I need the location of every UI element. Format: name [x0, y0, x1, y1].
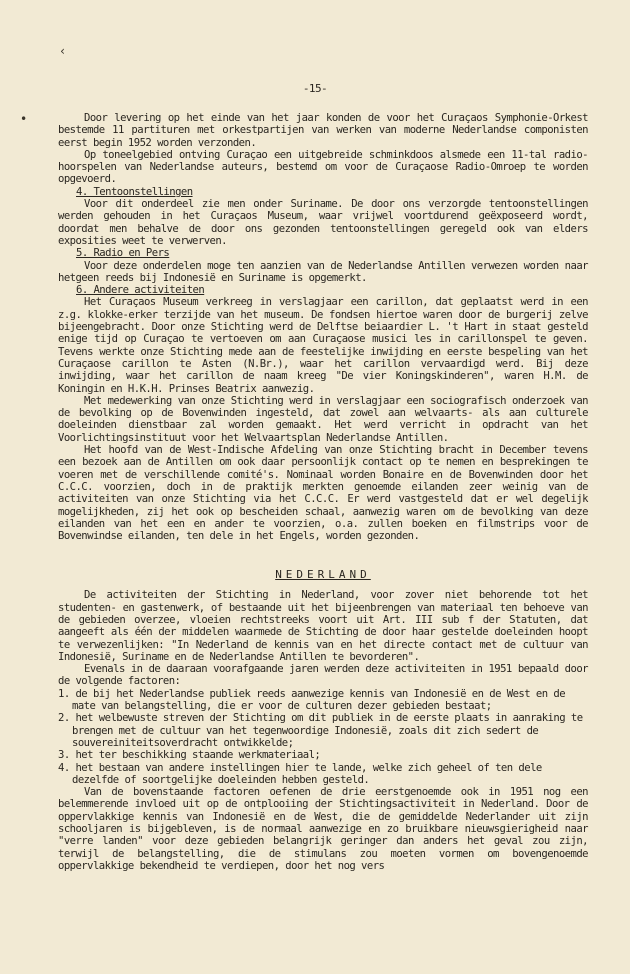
paragraph-sociographic-study: Met medewerking van onze Stichting werd in verslagjaar een sociografisch onderzoek van de bevolking op de Bovenwinden ingesteld, dat zowel aan welvaarts- als aan culturele doeleinden dienstbaar zal worden gemaakt. Het werd verricht in opdracht van het Voorlichtingsinstituut voor het Welvaartsplan Nederlandse Antillen.: [58, 394, 588, 444]
paragraph-radio-press: Voor deze onderdelen moge ten aanzien van de Nederlandse Antillen verwezen worden naar hetgeen reeds bij Indonesië en Suriname is opgemerkt.: [58, 259, 588, 284]
margin-mark-left: •: [20, 112, 27, 126]
heading-other-activities: 6. Andere activiteiten: [76, 284, 205, 297]
document-body: [58, 112, 588, 872]
paragraph-antilles-visit: Het hoofd van de West-Indische Afdeling van onze Stichting bracht in December tevens een bezoek aan de Antillen om ook daar persoonlijk contact op te nemen en besprekingen te voeren met de verschillende comité's. Nominaal worden Bonaire en de Bovenwinden door het C.C.C. voorzien, doch in de praktijk merkten genoemde eilanden zeer weinig van de activiteiten van onze Stichting via het C.C.C. Er werd vastgesteld dat er wel degelijk mogelijkheden, zij het ook op bescheiden schaal, aanwezig waren om de bevolking van deze eilanden van het een en ander te voorzien, o.a. zullen boeken en filmstrips voor de Bovenwindse eilanden, ten dele in het Engels, worden gezonden.: [58, 444, 588, 543]
heading-exhibitions: 4. Tentoonstellingen: [76, 185, 193, 198]
list-item: 3. het ter beschikking staande werkmateriaal;: [58, 749, 321, 762]
paragraph-nederland-conclusion: Van de bovenstaande factoren oefenen de drie eerstgenoemde ook in 1951 nog een belemmerende invloed uit op de ontplooiing der Stichtingsactiviteit in Nederland. Door de oppervlakkige kennis van Indonesië en de West, die de gemiddelde Nederlander uit zijn schooljaren is bijgebleven, is de normaal aanwezige en zo bruikbare nieuwsgierigheid naar "verre landen" voor deze gebieden belangrijk geringer dan anders het geval zou zijn, terwijl de belangstelling, die de stimulans zou moeten vormen om bovengenoemde oppervlakkige bekendheid te verdiepen, door het nog vers: [58, 786, 588, 872]
paragraph-theatre: Op toneelgebied ontving Curaçao een uitgebreide schminkdoos alsmede een 11-tal radio-hoorspelen van Nederlandse auteurs, bestemd om voor de Curaçaose Radio-Omroep te worden opgevoerd.: [58, 148, 588, 186]
paragraph-nederland-factors: Evenals in de daaraan voorafgaande jaren werden deze activiteiten in 1951 bepaald door de volgende factoren:: [58, 663, 588, 688]
paragraph-symphony-orchestra: Door levering op het einde van het jaar konden de voor het Curaçaos Symphonie-Orkest bestemde 11 partituren met orkestpartijen van werken van moderne Nederlandse componisten eerst begin 1952 worden verzonden.: [58, 112, 588, 149]
list-item: 4. het bestaan van andere instellingen hier te lande, welke zich geheel of ten dele dezelfde of soortgelijke doeleinden hebben gesteld.: [58, 761, 542, 786]
page-number: -15-: [302, 82, 328, 95]
paragraph-exhibitions: Voor dit onderdeel zie men onder Suriname. De door ons verzorgde tentoonstellingen werden gehouden in het Curaçaos Museum, waar vrijwel voortdurend geëxposeerd wordt, doordat men behalve de door ons gezonden tentoonstellingen geregeld ook van elders exposities weet te verwerven.: [58, 198, 588, 247]
heading-radio-press: 5. Radio en Pers: [76, 247, 170, 260]
margin-mark-top: ‹: [59, 44, 66, 58]
section-title-nederland: NEDERLAND: [275, 568, 371, 582]
paragraph-carillon: Het Curaçaos Museum verkreeg in verslagjaar een carillon, dat geplaatst werd in een z.g. klokke-erker terzijde van het museum. De fondsen hiertoe waren door de burgerij zelve bijeengebracht. Door onze Stichting werd de Delftse beiaardier L. 't Hart in staat gesteld enige tijd op Curaçao te vertoeven om aan Curaçaose musici les in carillonspel te geven. Tevens werkte onze Stichting mede aan de feestelijke inwijding en eerste bespeling van het Curaçaose carillon te Asten (N.Br.), waar het carillon vervaardigd werd. Bij deze inwijding, waar het carillon de naam kreeg "De vier Koningskinderen", waren H.M. de Koningin en H.K.H. Prinses Beatrix aanwezig.: [58, 296, 588, 395]
list-item: 1. de bij het Nederlandse publiek reeds aanwezige kennis van Indonesië en de West en de mate van belangstelling, die er voor de culturen dezer gebieden bestaat;: [58, 687, 566, 713]
paragraph-nederland-intro: De activiteiten der Stichting in Nederland, voor zover niet behorende tot het studenten- en gastenwerk, of bestaande uit het bijeenbrengen van materiaal ten behoeve van de gebieden overzee, vloeien rechtstreeks voort uit Art. III sub f der Statuten, dat aangeeft als één der middelen waarmede de Stichting de door haar gestelde doeleinden hoopt te verwezenlijken: "In Nederland de kennis van en het directe contact met de cultuur van Indonesië, Suriname en de Nederlandse Antillen te bevorderen".: [58, 589, 588, 663]
list-item: 2. het welbewuste streven der Stichting om dit publiek in de eerste plaats in aanraking te brengen met de cultuur van het tegenwoordige Indonesië, zoals dit zich sedert de souvereiniteitsoverdracht ontwikkelde;: [58, 712, 583, 749]
factor-list: [58, 688, 588, 786]
